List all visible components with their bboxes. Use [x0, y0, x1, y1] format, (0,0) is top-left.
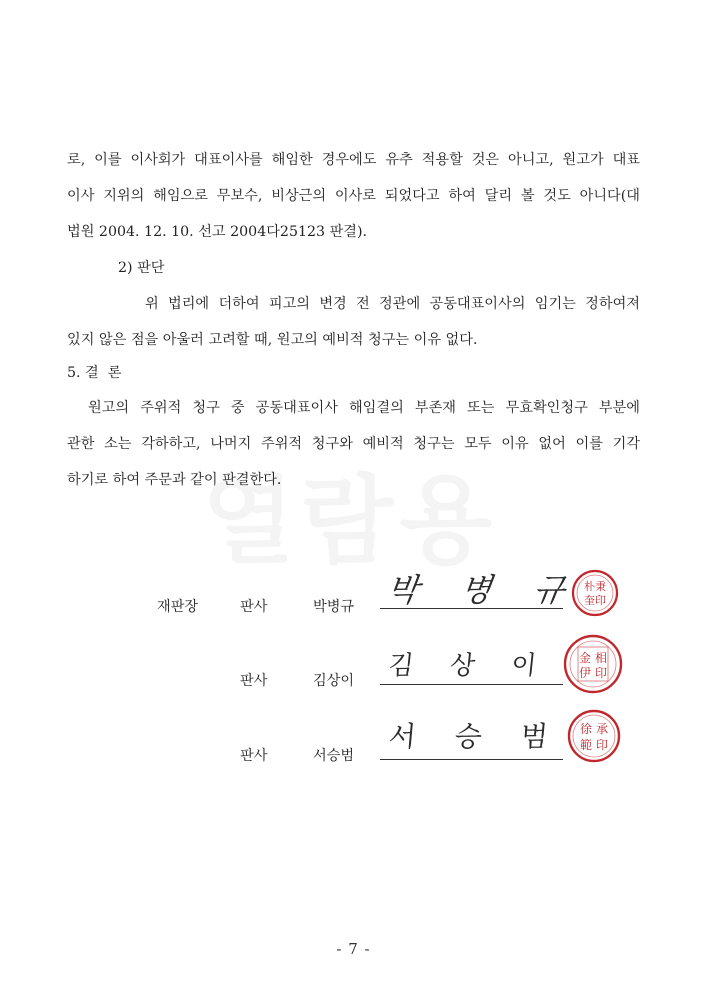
judge-name: 서승범	[313, 748, 355, 764]
body-text-line: 관한 소는 각하하고, 나머지 주위적 청구와 예비적 청구는 모두 이유 없어 이를 기각	[67, 436, 640, 452]
judge-name: 박병규	[313, 599, 355, 615]
body-text-line: 위 법리에 더하여 피고의 변경 전 정관에 공동대표이사의 임기는 정하여져	[145, 296, 640, 312]
body-text-line: 있지 않은 점을 아울러 고려할 때, 원고의 예비적 청구는 이유 없다.	[67, 332, 478, 348]
svg-text:김 상 이: 김 상 이	[386, 651, 552, 681]
svg-text:相: 相	[594, 651, 608, 665]
body-text-line: 원고의 주위적 청구 중 공동대표이사 해임결의 부존재 또는 무효확인청구 부분에	[88, 400, 640, 416]
svg-text:範: 範	[579, 738, 593, 752]
judge-role: 재판장	[157, 599, 199, 615]
handwritten-signature	[384, 565, 584, 611]
signature-line	[380, 684, 563, 685]
seal-stamp	[561, 630, 625, 698]
svg-text:伊: 伊	[578, 666, 592, 680]
signature-line	[380, 608, 563, 609]
watermark	[195, 445, 505, 582]
svg-text:서 승 범: 서 승 범	[387, 720, 565, 753]
page-number: - 7 -	[336, 940, 371, 958]
seal-stamp	[565, 704, 623, 768]
handwritten-signature	[385, 642, 555, 686]
section-heading: 2) 판단	[118, 260, 165, 276]
svg-text:金: 金	[578, 651, 592, 665]
signature-row	[0, 640, 707, 710]
handwritten-signature	[385, 712, 565, 758]
signature-row	[0, 710, 707, 780]
signature-line	[380, 759, 563, 760]
judge-title: 판사	[240, 748, 268, 764]
body-text-line: 하기로 하여 주문과 같이 판결한다.	[67, 472, 282, 488]
svg-text:朴秉: 朴秉	[584, 580, 606, 593]
svg-text:印: 印	[595, 738, 609, 752]
svg-text:박 병 규: 박 병 규	[384, 571, 584, 609]
svg-text:奎印: 奎印	[584, 594, 606, 607]
svg-text:承: 承	[595, 722, 609, 736]
section-heading: 5. 결 론	[67, 365, 122, 381]
judge-title: 판사	[240, 673, 268, 689]
svg-text:印: 印	[594, 666, 608, 680]
seal-stamp	[567, 567, 623, 619]
svg-text:徐: 徐	[579, 722, 593, 736]
judge-title: 판사	[240, 599, 268, 615]
body-text-line: 이사 지위의 해임으로 무보수, 비상근의 이사로 되었다고 하여 달리 볼 것도 아니다(대	[67, 188, 640, 204]
judge-name: 김상이	[313, 673, 355, 689]
signature-row	[0, 565, 707, 635]
body-text-line: 로, 이를 이사회가 대표이사를 해임한 경우에도 유추 적용할 것은 아니고, 원고가 대표	[67, 152, 640, 168]
body-text-line: 법원 2004. 12. 10. 선고 2004다25123 판결).	[67, 224, 368, 240]
